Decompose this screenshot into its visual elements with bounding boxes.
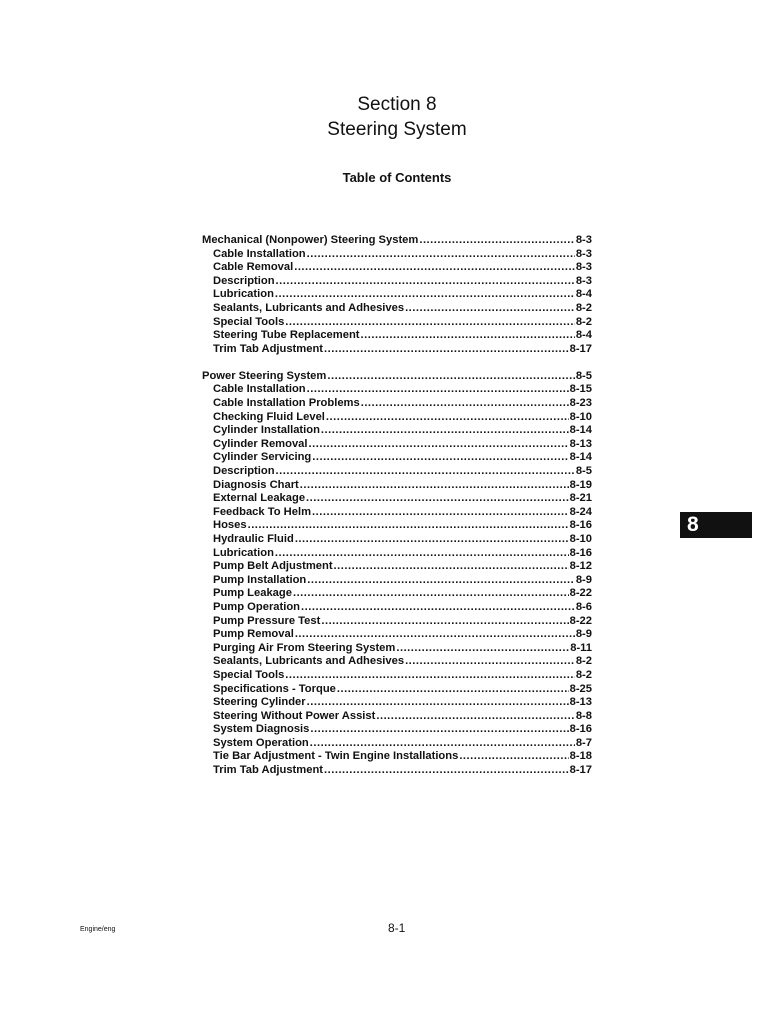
dot-leader <box>307 383 569 397</box>
toc-entry-label: Cylinder Removal <box>213 437 308 450</box>
dot-leader <box>405 302 575 316</box>
dot-leader <box>396 642 569 656</box>
toc-entry-label: Cable Removal <box>213 261 294 274</box>
toc-entry-label: Special Tools <box>213 315 285 328</box>
toc-sub-entry <box>202 642 592 656</box>
toc-entry-page: 8-16 <box>569 519 592 532</box>
toc-sub-entry <box>202 248 592 262</box>
toc-sub-entry <box>202 438 592 452</box>
toc-sub-entry <box>202 601 592 615</box>
toc-sub-entry <box>202 683 592 697</box>
toc-entry-label: Purging Air From Steering System <box>213 641 396 654</box>
toc-sub-entry <box>202 397 592 411</box>
dot-leader <box>295 533 569 547</box>
toc-entry-page: 8-14 <box>569 424 592 437</box>
footer-source: Engine/eng <box>80 926 116 933</box>
dot-leader <box>326 411 569 425</box>
toc-entry-label: Description <box>213 465 275 477</box>
toc-entry-page: 8-21 <box>569 492 592 505</box>
toc-entry-label: Cable Installation Problems <box>213 397 360 410</box>
dot-leader <box>285 669 575 683</box>
toc-sub-entry <box>202 343 592 357</box>
dot-leader <box>300 479 569 493</box>
toc-sub-entry <box>202 316 592 330</box>
toc-entry-page: 8-13 <box>569 437 592 450</box>
toc-entry-page: 8-9 <box>575 628 592 641</box>
toc-entry-label: Pump Pressure Test <box>213 614 321 627</box>
toc-entry-page: 8-4 <box>575 329 592 342</box>
toc-entry-page: 8-6 <box>575 600 592 613</box>
toc-group <box>202 370 592 778</box>
toc-sub-entry <box>202 587 592 601</box>
dot-leader <box>376 710 574 724</box>
toc-group <box>202 234 592 356</box>
toc-entry-label: Sealants, Lubricants and Adhesives <box>213 301 405 314</box>
toc-entry-label: System Operation <box>213 736 309 749</box>
toc-entry-page: 8-3 <box>575 274 592 287</box>
dot-leader <box>312 506 569 520</box>
toc-entry-page: 8-2 <box>575 315 592 328</box>
toc-entry-page: 8-4 <box>575 288 592 301</box>
toc-entry-page: 8-7 <box>575 736 592 749</box>
dot-leader <box>361 397 569 411</box>
toc-entry-page: 8-14 <box>569 451 592 464</box>
toc-entry-page: 8-2 <box>575 301 592 314</box>
toc-sub-entry <box>202 519 592 533</box>
toc-sub-entry <box>202 669 592 683</box>
toc-entry-page: 8-8 <box>575 709 592 722</box>
toc-entry-label: Pump Operation <box>213 600 301 613</box>
dot-leader <box>276 275 575 289</box>
toc-entry-page: 8-3 <box>575 261 592 274</box>
toc-entry-label: Pump Installation <box>213 573 307 586</box>
toc-entry-page: 8-16 <box>569 723 592 736</box>
toc-sub-entry <box>202 492 592 506</box>
toc-entry-page: 8-11 <box>570 641 592 654</box>
dot-leader <box>324 343 569 357</box>
toc-entry-page: 8-24 <box>569 505 592 518</box>
toc-entry-page: 8-2 <box>575 655 592 668</box>
dot-leader <box>321 615 568 629</box>
toc-entry-label: Sealants, Lubricants and Adhesives <box>213 655 405 668</box>
toc-sub-entry <box>202 329 592 343</box>
dot-leader <box>276 465 575 479</box>
section-heading: Section 8 <box>357 94 437 115</box>
toc-sub-entry <box>202 615 592 629</box>
toc-entry-label: Pump Belt Adjustment <box>213 560 333 573</box>
toc-entry-label: Steering Tube Replacement <box>213 329 360 342</box>
toc-entry-page: 8-2 <box>575 668 592 681</box>
toc-sub-entry <box>202 411 592 425</box>
toc-entry-label: Pump Removal <box>213 628 294 641</box>
dot-leader <box>248 519 569 533</box>
toc-entry-page: 8-16 <box>569 546 592 559</box>
toc-entry-page: 8-3 <box>575 247 592 260</box>
toc-sub-entry <box>202 574 592 588</box>
toc-entry-label: Diagnosis Chart <box>213 478 299 491</box>
toc-entry-page: 8-10 <box>569 532 592 545</box>
dot-leader <box>405 655 575 669</box>
toc-entry-label: Hydraulic Fluid <box>213 532 294 545</box>
toc-sub-entry <box>202 506 592 520</box>
dot-leader <box>307 574 575 588</box>
toc-entry-label: Specifications - Torque <box>213 682 336 695</box>
dot-leader <box>321 424 569 438</box>
toc-main-entry <box>202 370 592 384</box>
toc-sub-entry <box>202 737 592 751</box>
toc-entry-page: 8-12 <box>569 560 592 573</box>
dot-leader <box>310 737 575 751</box>
section-tab: 8 <box>680 512 752 538</box>
toc-entry-label: Mechanical (Nonpower) Steering System <box>202 234 419 246</box>
toc-entry-page: 8-3 <box>575 234 592 246</box>
toc-sub-entry <box>202 710 592 724</box>
toc-entry-label: Steering Without Power Assist <box>213 709 376 722</box>
toc-sub-entry <box>202 479 592 493</box>
toc-sub-entry <box>202 288 592 302</box>
dot-leader <box>334 560 569 574</box>
dot-leader <box>285 316 575 330</box>
toc-entry-label: Cable Installation <box>213 383 306 396</box>
toc-entry-label: Steering Cylinder <box>213 696 306 709</box>
toc-entry-page: 8-17 <box>569 342 592 355</box>
toc-sub-entry <box>202 451 592 465</box>
toc-entry-page: 8-10 <box>569 410 592 423</box>
toc-sub-entry <box>202 533 592 547</box>
toc-entry-page: 8-23 <box>569 397 592 410</box>
toc-entry-label: Cable Installation <box>213 247 306 260</box>
toc-entry-label: Tie Bar Adjustment - Twin Engine Installations <box>213 750 459 763</box>
toc-entry-label: Checking Fluid Level <box>213 410 325 423</box>
dot-leader <box>310 723 568 737</box>
toc-entry-page: 8-17 <box>569 764 592 777</box>
dot-leader <box>337 683 569 697</box>
dot-leader <box>275 288 575 302</box>
toc-heading: Table of Contents <box>342 170 452 185</box>
toc-entry-page: 8-22 <box>569 587 592 600</box>
toc-sub-entry <box>202 547 592 561</box>
toc-sub-entry <box>202 424 592 438</box>
toc-entry-page: 8-15 <box>569 383 592 396</box>
page-number: 8-1 <box>388 921 406 935</box>
toc-entry-page: 8-13 <box>569 696 592 709</box>
toc-sub-entry <box>202 628 592 642</box>
dot-leader <box>295 628 575 642</box>
toc-sub-entry <box>202 275 592 289</box>
toc-sub-entry <box>202 655 592 669</box>
page-title: Steering System <box>327 119 467 140</box>
toc-entry-page: 8-19 <box>569 478 592 491</box>
toc-entry-label: Lubrication <box>213 546 274 559</box>
toc-entry-page: 8-5 <box>575 369 592 382</box>
toc-sub-entry <box>202 302 592 316</box>
toc-entry-label: Description <box>213 274 275 287</box>
toc-entry-label: External Leakage <box>213 492 306 505</box>
dot-leader <box>307 696 569 710</box>
dot-leader <box>324 764 569 778</box>
toc-entry-page: 8-9 <box>575 573 592 586</box>
dot-leader <box>459 750 568 764</box>
dot-leader <box>307 248 575 262</box>
dot-leader <box>327 370 574 384</box>
dot-leader <box>312 451 568 465</box>
toc-sub-entry <box>202 750 592 764</box>
toc-entry-page: 8-18 <box>569 750 592 763</box>
dot-leader <box>294 261 575 275</box>
toc-entry-label: Trim Tab Adjustment <box>213 342 324 355</box>
toc-entry-page: 8-25 <box>569 682 592 695</box>
toc-entry-label: Pump Leakage <box>213 587 292 600</box>
dot-leader <box>275 547 569 561</box>
toc-entry-label: Power Steering System <box>202 369 327 382</box>
dot-leader <box>301 601 575 615</box>
table-of-contents <box>202 234 592 791</box>
toc-sub-entry <box>202 261 592 275</box>
toc-entry-label: Special Tools <box>213 668 285 681</box>
toc-entry-page: 8-22 <box>569 614 592 627</box>
toc-sub-entry <box>202 723 592 737</box>
toc-entry-page: 8-5 <box>575 465 592 477</box>
toc-entry-label: Cylinder Servicing <box>213 451 312 464</box>
dot-leader <box>309 438 569 452</box>
toc-main-entry <box>202 234 592 248</box>
dot-leader <box>293 587 569 601</box>
dot-leader <box>306 492 569 506</box>
toc-entry-label: Feedback To Helm <box>213 505 312 518</box>
toc-sub-entry <box>202 465 592 479</box>
toc-entry-label: Cylinder Installation <box>213 424 320 437</box>
toc-entry-label: Trim Tab Adjustment <box>213 764 324 777</box>
toc-sub-entry <box>202 560 592 574</box>
toc-sub-entry <box>202 764 592 778</box>
dot-leader <box>361 329 575 343</box>
toc-entry-label: Hoses <box>213 519 247 532</box>
toc-sub-entry <box>202 696 592 710</box>
toc-entry-label: System Diagnosis <box>213 723 310 736</box>
dot-leader <box>419 234 574 248</box>
toc-sub-entry <box>202 383 592 397</box>
toc-entry-label: Lubrication <box>213 288 274 301</box>
